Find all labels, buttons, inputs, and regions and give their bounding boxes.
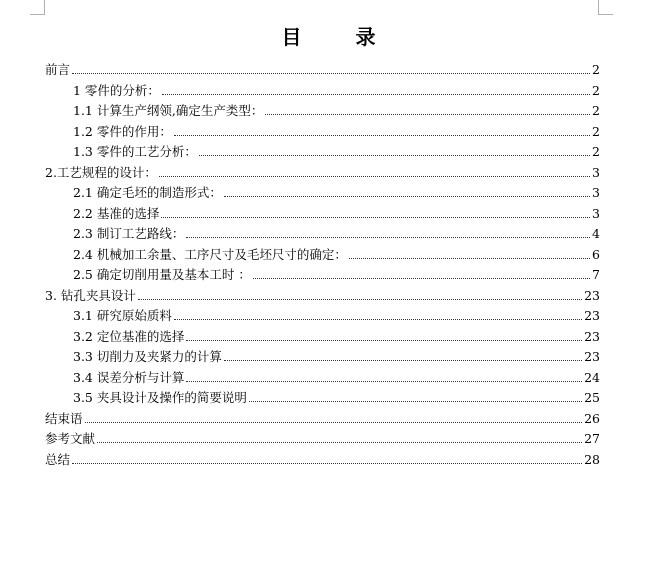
toc-entry-page: 2 [592, 144, 600, 159]
toc-title-part-2: 录 [355, 25, 376, 49]
toc-entry-label: 2.1 确定毛坯的制造形式： [73, 185, 222, 200]
toc-entry-label: 前言 [45, 62, 71, 77]
toc-entry-page: 3 [592, 164, 600, 180]
toc-entry-3[interactable] [45, 286, 600, 307]
toc-leader-dots [249, 400, 582, 402]
page-corner-mark-right [598, 0, 613, 15]
toc-entry-2-4[interactable] [45, 245, 600, 266]
toc-entry-page: 7 [592, 267, 600, 282]
toc-leader-dots [186, 339, 582, 341]
toc-entry-page: 23 [584, 328, 600, 344]
toc-entry-label: 2.工艺规程的设计： [45, 164, 157, 180]
toc-leader-dots [174, 134, 590, 136]
toc-entry-label: 总结 [45, 451, 71, 467]
toc-entry-conclusion[interactable] [45, 409, 600, 430]
toc-entry-label: 2.3 制订工艺路线： [73, 226, 185, 241]
toc-entry-label: 1.2 零件的作用： [73, 123, 172, 139]
toc-entry-3-5[interactable] [45, 388, 600, 409]
toc-entry-3-3[interactable] [45, 347, 600, 368]
toc-leader-dots [72, 72, 590, 74]
toc-entry-page: 23 [584, 308, 600, 323]
toc-entry-references[interactable] [45, 429, 600, 450]
toc-entry-page: 23 [584, 349, 600, 364]
toc-entry-summary[interactable] [45, 450, 600, 471]
toc-entry-label: 3.4 误差分析与计算 [73, 369, 185, 385]
toc-entry-page: 2 [592, 103, 600, 118]
toc-entry-label: 1.3 零件的工艺分析： [73, 144, 197, 159]
toc-entry-2-2[interactable] [45, 204, 600, 225]
toc-title [0, 24, 657, 50]
toc-entry-page: 3 [592, 185, 600, 200]
toc-leader-dots [265, 113, 590, 115]
toc-entry-label: 3.2 定位基准的选择 [73, 328, 185, 344]
toc-entry-label: 3.5 夹具设计及操作的简要说明 [73, 390, 247, 405]
toc-entry-3-2[interactable] [45, 327, 600, 348]
toc-entry-preface[interactable] [45, 60, 600, 81]
toc-leader-dots [162, 93, 590, 95]
toc-entry-page: 4 [592, 226, 600, 241]
toc-entry-1-1[interactable] [45, 101, 600, 122]
toc-leader-dots [161, 216, 590, 218]
toc-entry-page: 24 [584, 369, 600, 385]
toc-entry-label: 1 零件的分析： [73, 82, 160, 98]
toc-entry-page: 2 [592, 82, 600, 98]
toc-title-part-1: 目 [281, 25, 302, 49]
toc-leader-dots [253, 277, 590, 279]
toc-entry-2-3[interactable] [45, 224, 600, 245]
toc-entry-1[interactable] [45, 81, 600, 102]
toc-leader-dots [174, 318, 582, 320]
toc-entry-page: 23 [584, 287, 600, 303]
toc-leader-dots [224, 359, 582, 361]
toc-entry-page: 2 [592, 123, 600, 139]
toc-entry-3-4[interactable] [45, 368, 600, 389]
toc-entry-2[interactable] [45, 163, 600, 184]
toc-entry-2-5[interactable] [45, 265, 600, 286]
toc-leader-dots [85, 421, 583, 423]
toc-leader-dots [199, 154, 590, 156]
toc-entry-page: 25 [584, 390, 600, 405]
toc-leader-dots [72, 462, 582, 464]
toc-entry-1-3[interactable] [45, 142, 600, 163]
toc-entry-label: 3. 钻孔夹具设计 [45, 287, 136, 303]
toc-entry-page: 6 [592, 246, 600, 262]
toc-leader-dots [97, 441, 582, 443]
toc-entry-page: 27 [584, 431, 600, 446]
toc-leader-dots [349, 257, 590, 259]
toc-leader-dots [159, 175, 590, 177]
toc-leader-dots [186, 380, 582, 382]
toc-entry-page: 28 [584, 451, 600, 467]
toc-entry-label: 3.3 切削力及夹紧力的计算 [73, 349, 222, 364]
toc-entry-label: 2.4 机械加工余量、工序尺寸及毛坯尺寸的确定： [73, 246, 347, 262]
toc-leader-dots [186, 236, 590, 238]
toc-entry-label: 1.1 计算生产纲领,确定生产类型： [73, 103, 264, 118]
toc-entry-page: 2 [592, 62, 600, 77]
toc-leader-dots [224, 195, 590, 197]
page-corner-mark-left [30, 0, 45, 15]
toc-entry-page: 26 [584, 410, 600, 426]
toc-entry-label: 结束语 [45, 410, 83, 426]
toc-leader-dots [138, 298, 582, 300]
toc-entry-label: 2.2 基准的选择 [73, 205, 160, 221]
toc-entry-label: 2.5 确定切削用量及基本工时 ： [73, 267, 251, 282]
toc-entry-label: 3.1 研究原始质料 [73, 308, 172, 323]
toc-entry-2-1[interactable] [45, 183, 600, 204]
toc-entry-page: 3 [592, 205, 600, 221]
toc-entry-3-1[interactable] [45, 306, 600, 327]
table-of-contents [45, 60, 600, 470]
toc-entry-1-2[interactable] [45, 122, 600, 143]
toc-entry-label: 参考文献 [45, 431, 96, 446]
